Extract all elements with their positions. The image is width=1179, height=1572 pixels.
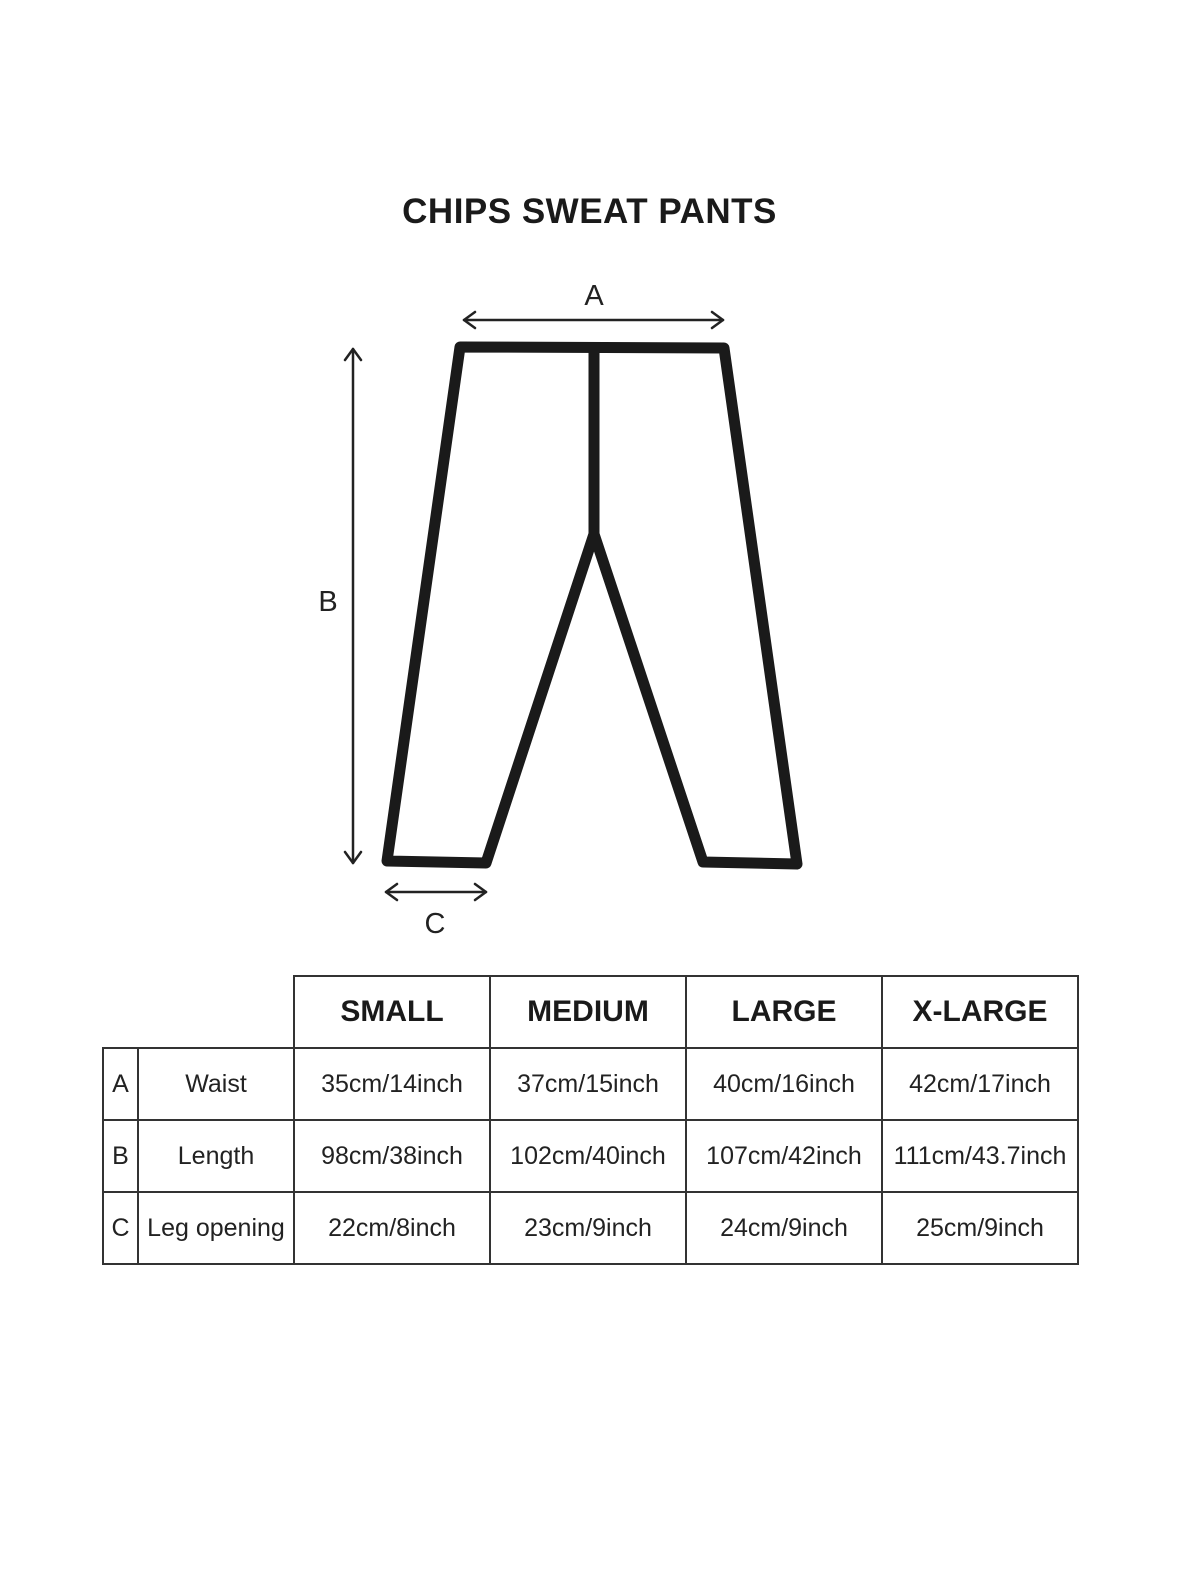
waist-label: A <box>584 280 604 312</box>
table-cell: 25cm/9inch <box>882 1192 1078 1264</box>
size-header-large: LARGE <box>686 976 882 1048</box>
pants-outline <box>387 347 797 864</box>
size-header-xlarge: X-LARGE <box>882 976 1078 1048</box>
table-cell: 98cm/38inch <box>294 1120 490 1192</box>
size-chart-table <box>102 975 1079 1265</box>
table-row-waist <box>103 1048 1078 1120</box>
length-label: B <box>318 586 338 618</box>
leg-opening-label: C <box>424 908 446 940</box>
table-cell: 35cm/14inch <box>294 1048 490 1120</box>
table-header-row <box>103 976 1078 1048</box>
row-measure-name: Leg opening <box>138 1192 294 1264</box>
size-header-small: SMALL <box>294 976 490 1048</box>
row-measure-name: Waist <box>138 1048 294 1120</box>
table-cell: 102cm/40inch <box>490 1120 686 1192</box>
row-letter: C <box>103 1192 138 1264</box>
size-header-medium: MEDIUM <box>490 976 686 1048</box>
table-cell: 37cm/15inch <box>490 1048 686 1120</box>
header-blank-cell <box>103 976 138 1048</box>
table-row-leg-opening <box>103 1192 1078 1264</box>
header-blank-cell <box>138 976 294 1048</box>
row-letter: B <box>103 1120 138 1192</box>
table-cell: 107cm/42inch <box>686 1120 882 1192</box>
table-cell: 40cm/16inch <box>686 1048 882 1120</box>
row-measure-name: Length <box>138 1120 294 1192</box>
length-arrow <box>345 349 361 863</box>
table-row-length <box>103 1120 1078 1192</box>
waist-arrow <box>464 312 723 328</box>
table-cell: 111cm/43.7inch <box>882 1120 1078 1192</box>
table-cell: 24cm/9inch <box>686 1192 882 1264</box>
table-cell: 23cm/9inch <box>490 1192 686 1264</box>
row-letter: A <box>103 1048 138 1120</box>
chart-title: CHIPS SWEAT PANTS <box>402 192 777 231</box>
table-cell: 42cm/17inch <box>882 1048 1078 1120</box>
table-cell: 22cm/8inch <box>294 1192 490 1264</box>
leg-opening-arrow <box>386 884 486 900</box>
